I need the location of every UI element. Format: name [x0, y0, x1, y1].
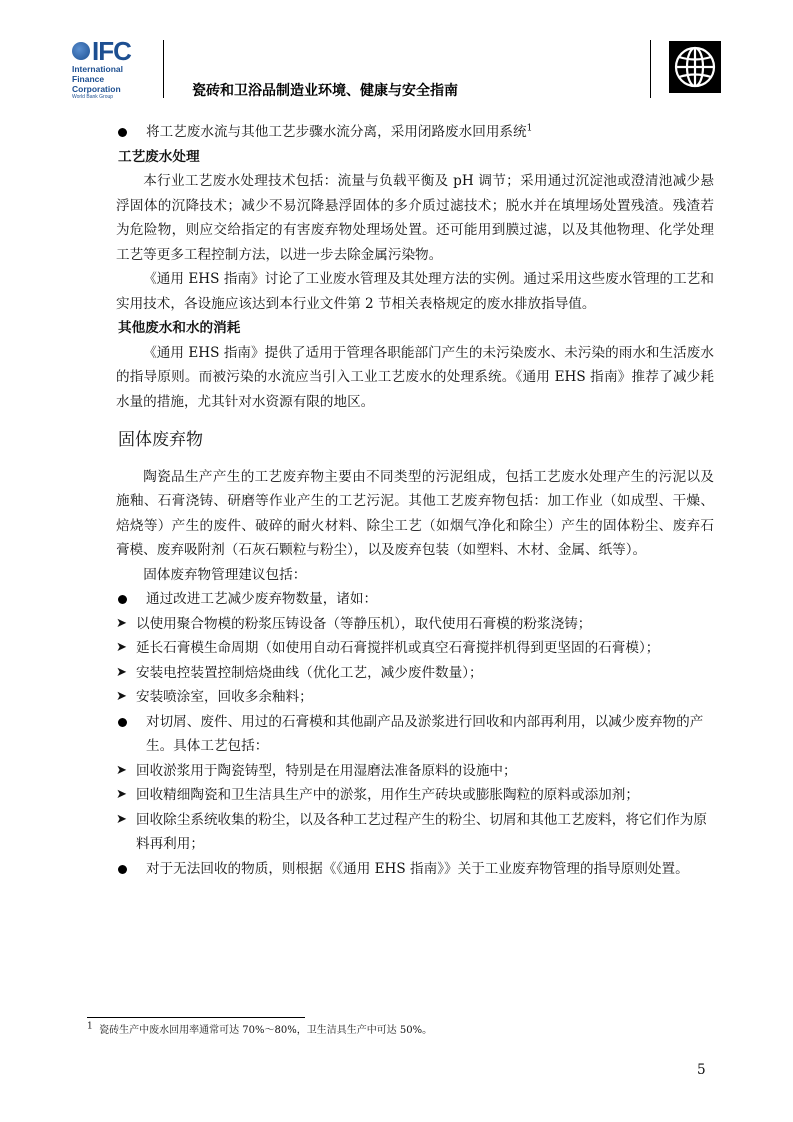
- subheading-process-water: 工艺废水处理: [118, 148, 200, 165]
- arrow-list-item: ➤ 以使用聚合物模的粉浆压铸设备（等静压机），取代使用石膏模的粉浆浇铸；: [116, 612, 714, 637]
- bullet-item: 将工艺废水流与其他工艺步骤水流分离，采用闭路废水回用系统$^1$: [116, 120, 714, 145]
- bullet-item: 通过改进工艺减少废弃物数量，诸如：: [116, 587, 714, 612]
- section-heading-solid-waste: 固体废弃物: [118, 430, 203, 450]
- bullet-dot-icon: [118, 128, 127, 137]
- arrow-list-item: ➤ 回收除尘系统收集的粉尘，以及各种工艺过程产生的粉尘、切屑和其他工艺废料，将它们作为原料再利用；: [116, 808, 714, 857]
- bullet-dot-icon: [118, 595, 127, 604]
- arrow-list-item: ➤ 回收精细陶瓷和卫生洁具生产中的淤浆，用作生产砖块或膨胀陶粒的原料或添加剂；: [116, 783, 714, 808]
- arrow-list-item: ➤ 安装喷涂室，回收多余釉料；: [116, 685, 714, 710]
- paragraph: 《通用 EHS 指南》讨论了工业废水管理及其处理方法的实例。通过采用这些废水管理的工艺和实用技术，各设施应该达到本行业文件第 2 节相关表格规定的废水排放指导值。: [116, 271, 714, 312]
- page-content: [116, 120, 714, 881]
- footnote-mark: 1: [87, 1021, 93, 1032]
- bullet-item: 对于无法回收的物质，则根据《《通用 EHS 指南》》关于工业废弃物管理的指导原则处置。: [116, 857, 714, 882]
- paragraph: 本行业工艺废水处理技术包括：流量与负载平衡及 pH 调节；采用通过沉淀池或澄清池减少悬浮固体的沉降技术；减少不易沉降悬浮固体的多介质过滤技术；脱水并在填埋场处置残渣。残渣若为危险物，则应交给指定的有害废弃物处理场处置。还可能用到膜过滤，以及其他物理、化学处理工艺等更多工程控制方法，以进一步去除金属污染物。: [116, 173, 714, 263]
- ifc-name-line1: International: [72, 64, 124, 74]
- bullet-item: 对切屑、废件、用过的石膏模和其他副产品及淤浆进行回收和内部再利用，以减少废弃物的产生。具体工艺包括：: [116, 710, 714, 759]
- arrow-bullet-icon: ➤: [116, 664, 127, 680]
- world-bank-globe-icon: [669, 41, 721, 93]
- arrow-list-item: ➤ 安装电控装置控制焙烧曲线（优化工艺，减少废件数量）；: [116, 661, 714, 686]
- arrow-list-item: ➤ 延长石膏模生命周期（如使用自动石膏搅拌机或真空石膏搅拌机得到更坚固的石膏模）；: [116, 636, 714, 661]
- page-number: 5: [697, 1062, 706, 1078]
- ifc-logo: [72, 38, 150, 102]
- bullet-dot-icon: [118, 865, 127, 874]
- document-title: 瓷砖和卫浴品制造业环境、健康与安全指南: [192, 83, 458, 99]
- arrow-bullet-icon: ➤: [116, 615, 127, 631]
- footnote-text: 瓷砖生产中废水回用率通常可达 70%～80%，卫生洁具生产中可达 50%。: [99, 1025, 433, 1036]
- paragraph: 固体废弃物管理建议包括：: [143, 566, 307, 583]
- globe-icon: [72, 42, 90, 60]
- subheading-other-water: 其他废水和水的消耗: [118, 320, 241, 336]
- ifc-name-line3: Corporation: [72, 84, 121, 94]
- footnote-ref: 1: [526, 123, 533, 134]
- arrow-bullet-icon: ➤: [116, 787, 127, 802]
- arrow-bullet-icon: ➤: [116, 762, 127, 778]
- ifc-mark: IFC: [92, 36, 131, 66]
- arrow-bullet-icon: ➤: [116, 640, 127, 655]
- header-divider-right: [650, 40, 651, 98]
- ifc-name-line2: Finance: [72, 74, 105, 84]
- paragraph: 《通用 EHS 指南》提供了适用于管理各职能部门产生的未污染废水、未污染的雨水和生活废水的指导原则。而被污染的水流应当引入工业工艺废水的处理系统。《通用 EHS 指南》推荐了减少耗水量的措施，尤其针对水资源有限的地区。: [116, 344, 714, 410]
- arrow-bullet-icon: ➤: [116, 689, 127, 704]
- arrow-bullet-icon: ➤: [116, 811, 127, 827]
- ifc-group: World Bank Group: [72, 94, 114, 100]
- page-header: [0, 0, 793, 110]
- bullet-dot-icon: [118, 718, 127, 727]
- footnote-separator: [87, 1017, 305, 1018]
- footnote: [87, 1021, 433, 1038]
- paragraph: 陶瓷品生产产生的工艺废弃物主要由不同类型的污泥组成，包括工艺废水处理产生的污泥以及施釉、石膏浇铸、研磨等作业产生的工艺污泥。其他工艺废弃物包括：加工作业（如成型、干燥、焙烧等）产生的废件、破碎的耐火材料、除尘工艺（如烟气净化和除尘）产生的固体粉尘、废弃石膏模、废弃吸附剂（石灰石颗粒与粉尘），以及废弃包装（如塑料、木材、金属、纸等）。: [116, 468, 714, 558]
- header-divider-left: [163, 40, 164, 98]
- arrow-list-item: ➤ 回收淤浆用于陶瓷铸型，特别是在用湿磨法准备原料的设施中；: [116, 759, 714, 784]
